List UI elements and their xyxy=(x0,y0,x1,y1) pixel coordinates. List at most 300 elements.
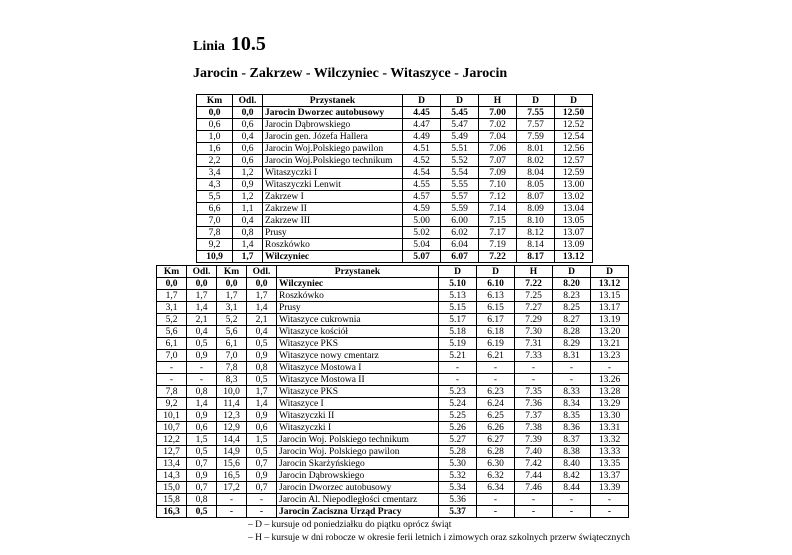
table-cell: 6.00 xyxy=(441,215,479,227)
table-cell: 7.46 xyxy=(515,482,553,494)
table-cell: 13.07 xyxy=(555,227,593,239)
stop-name-cell: Jarocin Woj. Polskiego pawilon xyxy=(277,446,439,458)
table-cell: 0,4 xyxy=(233,215,263,227)
table-row xyxy=(197,143,593,155)
table-cell: 8.01 xyxy=(517,143,555,155)
table-cell: 6.18 xyxy=(477,326,515,338)
table-cell: 13.39 xyxy=(591,482,629,494)
timetable-outbound xyxy=(196,94,593,263)
table-cell: 0,6 xyxy=(233,143,263,155)
table-cell: 0,6 xyxy=(187,422,217,434)
line-label: Linia xyxy=(193,39,225,54)
table-cell: 5,6 xyxy=(217,326,247,338)
table-cell: 0,5 xyxy=(187,446,217,458)
table-cell: 8.12 xyxy=(517,227,555,239)
table-cell: 0,8 xyxy=(187,494,217,506)
table-row xyxy=(157,350,629,362)
stop-name-cell: Zakrzew II xyxy=(263,203,403,215)
table-cell: 0,8 xyxy=(187,386,217,398)
stop-name-cell: Jarocin gen. Józefa Hallera xyxy=(263,131,403,143)
column-header: D xyxy=(517,95,555,107)
table-cell: 5.57 xyxy=(441,191,479,203)
stop-name-cell: Witaszyce I xyxy=(277,398,439,410)
table-cell: 13.20 xyxy=(591,326,629,338)
table-cell: 12,9 xyxy=(217,422,247,434)
table-cell: 0,0 xyxy=(247,278,277,290)
table-cell: 8.02 xyxy=(517,155,555,167)
table-cell: 5.24 xyxy=(439,398,477,410)
column-header: Odl. xyxy=(233,95,263,107)
table-cell: 10,0 xyxy=(217,386,247,398)
stop-name-cell: Roszkówko xyxy=(277,290,439,302)
table-cell: 8.20 xyxy=(553,278,591,290)
table-cell: 8.23 xyxy=(553,290,591,302)
table-cell: 13.12 xyxy=(555,251,593,263)
table-cell: 6.17 xyxy=(477,314,515,326)
table-cell: 1,2 xyxy=(233,167,263,179)
table-cell: 8.44 xyxy=(553,482,591,494)
column-header: H xyxy=(479,95,517,107)
table-cell: 7.19 xyxy=(479,239,517,251)
timetable-return xyxy=(156,265,629,518)
table-cell: 7.35 xyxy=(515,386,553,398)
stop-name-cell: Jarocin Woj.Polskiego pawilon xyxy=(263,143,403,155)
table-cell: 13.17 xyxy=(591,302,629,314)
table-cell: 5.32 xyxy=(439,470,477,482)
table-cell: 15,0 xyxy=(157,482,187,494)
table-cell: 10,1 xyxy=(157,410,187,422)
table-cell: 11,4 xyxy=(217,398,247,410)
table-cell: 0,4 xyxy=(187,326,217,338)
table-cell: 6.30 xyxy=(477,458,515,470)
table-row xyxy=(157,470,629,482)
route-title: Jarocin - Zakrzew - Wilczyniec - Witaszyce - Jarocin xyxy=(193,66,508,81)
table-cell: 5,2 xyxy=(157,314,187,326)
table-cell: 13.15 xyxy=(591,290,629,302)
table-row xyxy=(157,410,629,422)
table-cell: 6,1 xyxy=(217,338,247,350)
table-cell: 7.39 xyxy=(515,434,553,446)
table-cell: 7.04 xyxy=(479,131,517,143)
table-cell: - xyxy=(247,506,277,518)
table-cell: - xyxy=(591,506,629,518)
table-cell: 12,3 xyxy=(217,410,247,422)
column-header: D xyxy=(555,95,593,107)
table-cell: 5.55 xyxy=(441,179,479,191)
table-cell: 0,7 xyxy=(247,458,277,470)
column-header: H xyxy=(515,266,553,278)
stop-name-cell: Witaszyczki II xyxy=(277,410,439,422)
table-cell: 0,0 xyxy=(197,107,233,119)
table-cell: 14,9 xyxy=(217,446,247,458)
stop-name-cell: Witaszyce kościół xyxy=(277,326,439,338)
table-cell: 13.33 xyxy=(591,446,629,458)
column-header: D xyxy=(553,266,591,278)
table-cell: 1,4 xyxy=(247,398,277,410)
table-cell: - xyxy=(515,374,553,386)
stop-name-cell: Prusy xyxy=(263,227,403,239)
table-cell: 1,4 xyxy=(233,239,263,251)
table-cell: 4,3 xyxy=(197,179,233,191)
table-row xyxy=(157,494,629,506)
table-cell: 5.52 xyxy=(441,155,479,167)
table-cell: 1,0 xyxy=(197,131,233,143)
table-cell: 0,9 xyxy=(247,350,277,362)
table-cell: 13,4 xyxy=(157,458,187,470)
table-cell: 5.54 xyxy=(441,167,479,179)
table-cell: 7,8 xyxy=(217,362,247,374)
table-cell: 6.21 xyxy=(477,350,515,362)
table-cell: 6.28 xyxy=(477,446,515,458)
table-cell: 0,9 xyxy=(247,470,277,482)
table-cell: 8.38 xyxy=(553,446,591,458)
table-cell: 4.59 xyxy=(403,203,441,215)
column-header: Przystanek xyxy=(263,95,403,107)
table-cell: 1,7 xyxy=(187,290,217,302)
table-cell: 5.26 xyxy=(439,422,477,434)
table-cell: 0,9 xyxy=(247,410,277,422)
table-cell: 6.19 xyxy=(477,338,515,350)
table-row xyxy=(197,107,593,119)
table-cell: - xyxy=(515,494,553,506)
table-cell: 5.27 xyxy=(439,434,477,446)
table-cell: 6.13 xyxy=(477,290,515,302)
table-cell: - xyxy=(217,494,247,506)
table-cell: 4.47 xyxy=(403,119,441,131)
table-row xyxy=(157,458,629,470)
table-cell: 13.23 xyxy=(591,350,629,362)
table-row xyxy=(157,446,629,458)
table-cell: 0,9 xyxy=(187,470,217,482)
table-cell: 8.31 xyxy=(553,350,591,362)
column-header: Odl. xyxy=(187,266,217,278)
table-cell: 0,8 xyxy=(233,227,263,239)
line-title xyxy=(193,33,266,56)
table-cell: 0,7 xyxy=(247,482,277,494)
table-cell: 0,6 xyxy=(197,119,233,131)
table-row xyxy=(157,482,629,494)
table-header-row xyxy=(157,266,629,278)
stop-name-cell: Jarocin Dąbrowskiego xyxy=(277,470,439,482)
table-cell: 1,2 xyxy=(233,191,263,203)
table-cell: 0,0 xyxy=(217,278,247,290)
table-cell: 12.56 xyxy=(555,143,593,155)
table-cell: 0,9 xyxy=(187,350,217,362)
table-cell: 7.09 xyxy=(479,167,517,179)
table-cell: 6.34 xyxy=(477,482,515,494)
table-cell: 5.00 xyxy=(403,215,441,227)
table-cell: 13.31 xyxy=(591,422,629,434)
table-cell: 7.14 xyxy=(479,203,517,215)
table-cell: 0,5 xyxy=(187,338,217,350)
table-cell: 5,5 xyxy=(197,191,233,203)
table-cell: 0,5 xyxy=(247,446,277,458)
table-cell: 7.12 xyxy=(479,191,517,203)
table-cell: 1,5 xyxy=(247,434,277,446)
table-cell: 5.07 xyxy=(403,251,441,263)
table-row xyxy=(157,386,629,398)
table-cell: 6.26 xyxy=(477,422,515,434)
table-cell: - xyxy=(515,362,553,374)
table-cell: - xyxy=(553,374,591,386)
table-cell: 8.25 xyxy=(553,302,591,314)
table-cell: 7.40 xyxy=(515,446,553,458)
table-cell: - xyxy=(553,362,591,374)
table-cell: 6,6 xyxy=(197,203,233,215)
table-cell: 1,5 xyxy=(187,434,217,446)
table-cell: 3,1 xyxy=(157,302,187,314)
table-row xyxy=(157,302,629,314)
stop-name-cell: Jarocin Dąbrowskiego xyxy=(263,119,403,131)
table-cell: 6.27 xyxy=(477,434,515,446)
table-cell: 13.35 xyxy=(591,458,629,470)
table-cell: 7.42 xyxy=(515,458,553,470)
stop-name-cell: Jarocin Al. Niepodległości cmentarz xyxy=(277,494,439,506)
table-cell: 5.30 xyxy=(439,458,477,470)
table-cell: 13.30 xyxy=(591,410,629,422)
stop-name-cell: Jarocin Dworzec autobusowy xyxy=(263,107,403,119)
table-cell: 5,6 xyxy=(157,326,187,338)
table-cell: 5.45 xyxy=(441,107,479,119)
table-cell: 13.04 xyxy=(555,203,593,215)
table-cell: - xyxy=(477,374,515,386)
table-cell: 8.33 xyxy=(553,386,591,398)
table-cell: 7.59 xyxy=(517,131,555,143)
stop-name-cell: Wilczyniec xyxy=(277,278,439,290)
table-cell: 4.51 xyxy=(403,143,441,155)
table-cell: 7.10 xyxy=(479,179,517,191)
table-cell: 0,8 xyxy=(247,362,277,374)
table-cell: 3,4 xyxy=(197,167,233,179)
table-row xyxy=(197,215,593,227)
table-cell: 12.50 xyxy=(555,107,593,119)
table-cell: 12,7 xyxy=(157,446,187,458)
table-cell: 12.52 xyxy=(555,119,593,131)
table-cell: 7,8 xyxy=(197,227,233,239)
stop-name-cell: Zakrzew III xyxy=(263,215,403,227)
table-cell: 8.29 xyxy=(553,338,591,350)
column-header: D xyxy=(477,266,515,278)
column-header: D xyxy=(403,95,441,107)
table-row xyxy=(157,374,629,386)
table-cell: 15,6 xyxy=(217,458,247,470)
stop-name-cell: Witaszyce PKS xyxy=(277,338,439,350)
table-row xyxy=(197,251,593,263)
table-cell: 1,6 xyxy=(197,143,233,155)
table-row xyxy=(197,155,593,167)
table-cell: 7.17 xyxy=(479,227,517,239)
stop-name-cell: Witaszyce Mostowa II xyxy=(277,374,439,386)
table-cell: - xyxy=(187,374,217,386)
table-cell: 7.36 xyxy=(515,398,553,410)
table-cell: 16,5 xyxy=(217,470,247,482)
table-cell: 1,7 xyxy=(247,386,277,398)
table-row xyxy=(157,506,629,518)
table-row xyxy=(197,131,593,143)
table-cell: 8.07 xyxy=(517,191,555,203)
table-cell: 7.44 xyxy=(515,470,553,482)
table-cell: 5.18 xyxy=(439,326,477,338)
table-cell: - xyxy=(157,362,187,374)
table-cell: 0,7 xyxy=(187,482,217,494)
table-cell: 5.10 xyxy=(439,278,477,290)
table-cell: - xyxy=(591,362,629,374)
table-cell: - xyxy=(247,494,277,506)
table-cell: 5.51 xyxy=(441,143,479,155)
table-cell: 0,4 xyxy=(247,326,277,338)
table-cell: 13.32 xyxy=(591,434,629,446)
table-cell: 8.35 xyxy=(553,410,591,422)
table-cell: 6.24 xyxy=(477,398,515,410)
stop-name-cell: Witaszyczki I xyxy=(263,167,403,179)
table-cell: 8.17 xyxy=(517,251,555,263)
table-cell: 5.49 xyxy=(441,131,479,143)
table-cell: - xyxy=(553,506,591,518)
table-cell: 6.02 xyxy=(441,227,479,239)
table-cell: 13.12 xyxy=(591,278,629,290)
column-header: Przystanek xyxy=(277,266,439,278)
table-cell: - xyxy=(439,362,477,374)
table-cell: 0,5 xyxy=(247,338,277,350)
table-cell: 13.00 xyxy=(555,179,593,191)
stop-name-cell: Jarocin Skarżyńskiego xyxy=(277,458,439,470)
column-header: D xyxy=(439,266,477,278)
table-cell: 12,2 xyxy=(157,434,187,446)
table-cell: 5,2 xyxy=(217,314,247,326)
table-cell: 6.25 xyxy=(477,410,515,422)
table-cell: - xyxy=(439,374,477,386)
table-cell: 13.28 xyxy=(591,386,629,398)
table-cell: 7.15 xyxy=(479,215,517,227)
table-cell: - xyxy=(515,506,553,518)
stop-name-cell: Witaszyczki I xyxy=(277,422,439,434)
table-cell: 2,1 xyxy=(247,314,277,326)
table-cell: 7.30 xyxy=(515,326,553,338)
table-cell: 7.27 xyxy=(515,302,553,314)
table-row xyxy=(197,191,593,203)
table-row xyxy=(197,203,593,215)
table-cell: 6.07 xyxy=(441,251,479,263)
table-cell: - xyxy=(477,362,515,374)
table-cell: 10,9 xyxy=(197,251,233,263)
table-cell: 7.29 xyxy=(515,314,553,326)
table-row xyxy=(157,314,629,326)
table-cell: 5.23 xyxy=(439,386,477,398)
table-cell: 7.22 xyxy=(479,251,517,263)
table-cell: 0,6 xyxy=(233,155,263,167)
stop-name-cell: Roszkówko xyxy=(263,239,403,251)
table-cell: 0,4 xyxy=(233,131,263,143)
table-cell: 5.34 xyxy=(439,482,477,494)
line-number: 10.5 xyxy=(230,33,266,55)
table-cell: 8.10 xyxy=(517,215,555,227)
stop-name-cell: Zakrzew I xyxy=(263,191,403,203)
table-cell: 5.21 xyxy=(439,350,477,362)
table-cell: 9,2 xyxy=(197,239,233,251)
table-cell: - xyxy=(217,506,247,518)
table-cell: 1,4 xyxy=(187,302,217,314)
table-cell: 14,4 xyxy=(217,434,247,446)
table-cell: 7,8 xyxy=(157,386,187,398)
table-row xyxy=(197,227,593,239)
table-cell: 14,3 xyxy=(157,470,187,482)
table-cell: 7,0 xyxy=(217,350,247,362)
table-cell: 8.05 xyxy=(517,179,555,191)
table-cell: 6.10 xyxy=(477,278,515,290)
table-cell: 2,1 xyxy=(187,314,217,326)
table-cell: 8.37 xyxy=(553,434,591,446)
table-cell: 1,4 xyxy=(247,302,277,314)
table-cell: 0,9 xyxy=(233,179,263,191)
table-cell: 3,1 xyxy=(217,302,247,314)
table-cell: - xyxy=(187,362,217,374)
table-cell: 7,0 xyxy=(157,350,187,362)
table-row xyxy=(157,326,629,338)
table-cell: 8.42 xyxy=(553,470,591,482)
table-cell: 12.59 xyxy=(555,167,593,179)
table-cell: 8.40 xyxy=(553,458,591,470)
table-row xyxy=(157,290,629,302)
table-cell: 13.09 xyxy=(555,239,593,251)
column-header: Km xyxy=(157,266,187,278)
table-cell: 8.36 xyxy=(553,422,591,434)
stop-name-cell: Witaszyce cukrownia xyxy=(277,314,439,326)
table-cell: 12.54 xyxy=(555,131,593,143)
table-cell: 0,6 xyxy=(233,119,263,131)
table-cell: 7.06 xyxy=(479,143,517,155)
table-cell: 5.47 xyxy=(441,119,479,131)
stop-name-cell: Jarocin Woj.Polskiego technikum xyxy=(263,155,403,167)
table-cell: 9,2 xyxy=(157,398,187,410)
table-cell: 5.37 xyxy=(439,506,477,518)
table-row xyxy=(157,422,629,434)
table-row xyxy=(157,398,629,410)
table-cell: 5.13 xyxy=(439,290,477,302)
table-cell: 4.52 xyxy=(403,155,441,167)
table-cell: 13.05 xyxy=(555,215,593,227)
table-cell: 0,6 xyxy=(247,422,277,434)
table-cell: 7,0 xyxy=(197,215,233,227)
table-cell: 5.19 xyxy=(439,338,477,350)
table-cell: 7.00 xyxy=(479,107,517,119)
table-cell: 10,7 xyxy=(157,422,187,434)
table-cell: 5.59 xyxy=(441,203,479,215)
table-cell: 5.28 xyxy=(439,446,477,458)
table-cell: 16,3 xyxy=(157,506,187,518)
table-cell: 4.49 xyxy=(403,131,441,143)
table-cell: 1,1 xyxy=(233,203,263,215)
table-cell: 5.02 xyxy=(403,227,441,239)
table-cell: - xyxy=(157,374,187,386)
table-row xyxy=(157,338,629,350)
table-cell: 13.02 xyxy=(555,191,593,203)
table-cell: 13.19 xyxy=(591,314,629,326)
table-cell: 5.15 xyxy=(439,302,477,314)
table-cell: 1,7 xyxy=(247,290,277,302)
table-cell: - xyxy=(477,494,515,506)
table-cell: 8.14 xyxy=(517,239,555,251)
table-cell: 8.34 xyxy=(553,398,591,410)
legend-note-d: – D – kursuje od poniedziałku do piątku oprócz świąt xyxy=(248,520,452,530)
table-cell: 0,5 xyxy=(247,374,277,386)
stop-name-cell: Jarocin Dworzec autobusowy xyxy=(277,482,439,494)
table-cell: 13.26 xyxy=(591,374,629,386)
stop-name-cell: Witaszyce PKS xyxy=(277,386,439,398)
table-cell: 6,1 xyxy=(157,338,187,350)
table-row xyxy=(197,119,593,131)
column-header: Km xyxy=(197,95,233,107)
stop-name-cell: Wilczyniec xyxy=(263,251,403,263)
